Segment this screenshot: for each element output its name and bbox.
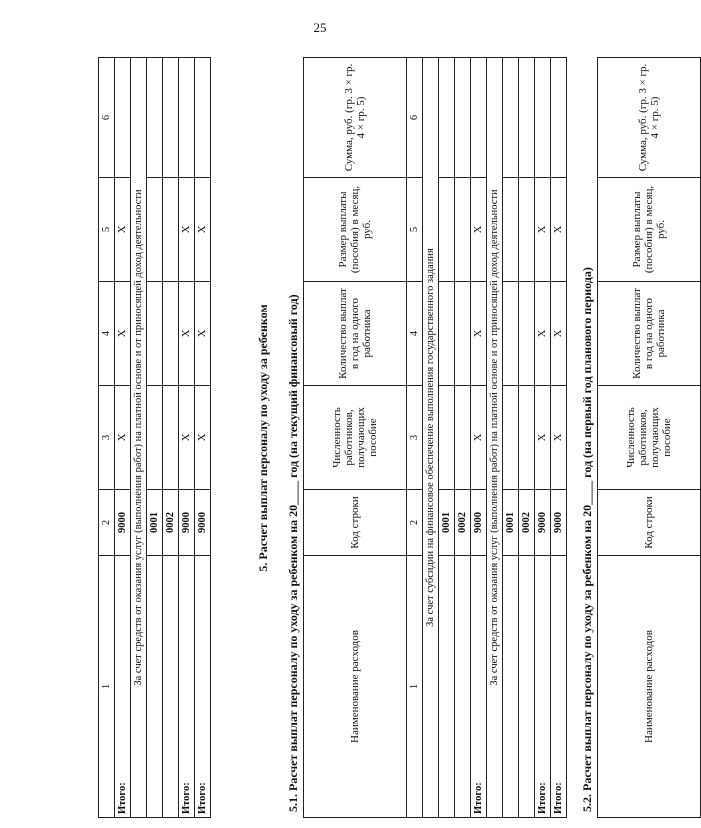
funding-source-label: За счет средств от оказания услуг (выполнения работ) на платной основе и от приносящей доход деятельности xyxy=(131,58,147,818)
header-name: Наименование расходов xyxy=(598,556,701,818)
col-number: 1 xyxy=(99,556,115,818)
size-cell: X xyxy=(551,178,567,282)
col-number: 4 xyxy=(407,282,423,386)
size-cell: X xyxy=(195,178,211,282)
expense-name-cell xyxy=(163,556,179,818)
code-cell: 0002 xyxy=(455,490,471,556)
workers-cell xyxy=(147,386,163,490)
sum-cell xyxy=(551,58,567,178)
workers-cell: X xyxy=(535,386,551,490)
expense-name-cell: Итого: xyxy=(551,556,567,818)
count-cell xyxy=(163,282,179,386)
code-cell: 0001 xyxy=(439,490,455,556)
size-cell xyxy=(163,178,179,282)
table-5-1 xyxy=(303,57,567,818)
sum-cell xyxy=(503,58,519,178)
section-5-2-title: 5.2. Расчет выплат персоналу по уходу за ребенком на 20____ год (на первый год планового периода) xyxy=(580,267,594,812)
page-number: 25 xyxy=(313,20,327,35)
expense-name-cell xyxy=(439,556,455,818)
workers-cell: X xyxy=(551,386,567,490)
sum-cell xyxy=(471,58,487,178)
expense-name-cell: Итого: xyxy=(471,556,487,818)
expense-name-cell xyxy=(455,556,471,818)
count-cell: X xyxy=(471,282,487,386)
table-row xyxy=(439,58,455,818)
total-row xyxy=(471,58,487,818)
header-code: Код строки xyxy=(598,490,701,556)
top-table-body xyxy=(115,58,211,818)
header-size: Размер выплаты (пособия) в месяц, руб. xyxy=(598,178,701,282)
expense-name-cell xyxy=(503,556,519,818)
header-size: Размер выплаты (пособия) в месяц, руб. xyxy=(304,178,407,282)
count-cell xyxy=(503,282,519,386)
workers-cell xyxy=(503,386,519,490)
total-row xyxy=(115,58,131,818)
funding-source-label: За счет средств от оказания услуг (выполнения работ) на платной основе и от приносящей доход деятельности xyxy=(487,58,503,818)
sum-cell xyxy=(535,58,551,178)
header-sum: Сумма, руб. (гр. 3 × гр. 4 × гр. 5) xyxy=(304,58,407,178)
count-cell xyxy=(455,282,471,386)
workers-cell: X xyxy=(115,386,131,490)
code-cell: 9000 xyxy=(195,490,211,556)
header-workers: Численность работников, получающих пособие xyxy=(304,386,407,490)
col-number: 1 xyxy=(407,556,423,818)
workers-cell: X xyxy=(179,386,195,490)
size-cell xyxy=(147,178,163,282)
code-cell: 0001 xyxy=(503,490,519,556)
col-number: 5 xyxy=(99,178,115,282)
rotated-content xyxy=(98,58,673,818)
code-cell: 0002 xyxy=(163,490,179,556)
expense-name-cell xyxy=(519,556,535,818)
code-cell: 9000 xyxy=(471,490,487,556)
header-row xyxy=(304,58,407,818)
count-cell: X xyxy=(195,282,211,386)
header-name: Наименование расходов xyxy=(304,556,407,818)
top-table xyxy=(98,57,211,818)
sum-cell xyxy=(195,58,211,178)
workers-cell xyxy=(163,386,179,490)
table-row xyxy=(147,58,163,818)
code-cell: 0002 xyxy=(519,490,535,556)
sum-cell xyxy=(163,58,179,178)
col-number: 3 xyxy=(407,386,423,490)
code-cell: 9000 xyxy=(179,490,195,556)
section-5-1-title: 5.1. Расчет выплат персоналу по уходу за ребенком на 20____ год (на текущий финансовый год) xyxy=(286,294,300,812)
sum-cell xyxy=(115,58,131,178)
col-number: 5 xyxy=(407,178,423,282)
sum-cell xyxy=(179,58,195,178)
col-number: 6 xyxy=(407,58,423,178)
column-numbers-row xyxy=(99,58,115,818)
code-cell: 9000 xyxy=(535,490,551,556)
code-cell: 9000 xyxy=(115,490,131,556)
workers-cell: X xyxy=(471,386,487,490)
col-number: 2 xyxy=(99,490,115,556)
total-row xyxy=(195,58,211,818)
funding-source-row xyxy=(423,58,439,818)
size-cell: X xyxy=(535,178,551,282)
code-cell: 9000 xyxy=(551,490,567,556)
size-cell: X xyxy=(471,178,487,282)
column-numbers-row xyxy=(407,58,423,818)
header-count: Количество выплат в год на одного работника xyxy=(598,282,701,386)
count-cell xyxy=(147,282,163,386)
total-row xyxy=(551,58,567,818)
total-row xyxy=(179,58,195,818)
table-5-1-body xyxy=(423,58,567,818)
table-row xyxy=(455,58,471,818)
total-row xyxy=(535,58,551,818)
header-row xyxy=(598,58,701,818)
expense-name-cell: Итого: xyxy=(179,556,195,818)
count-cell: X xyxy=(551,282,567,386)
count-cell: X xyxy=(535,282,551,386)
size-cell xyxy=(439,178,455,282)
header-code: Код строки xyxy=(304,490,407,556)
size-cell: X xyxy=(179,178,195,282)
header-count: Количество выплат в год на одного работника xyxy=(304,282,407,386)
code-cell: 0001 xyxy=(147,490,163,556)
count-cell xyxy=(439,282,455,386)
size-cell xyxy=(455,178,471,282)
count-cell xyxy=(519,282,535,386)
count-cell: X xyxy=(115,282,131,386)
size-cell xyxy=(503,178,519,282)
workers-cell xyxy=(519,386,535,490)
col-number: 6 xyxy=(99,58,115,178)
count-cell: X xyxy=(179,282,195,386)
table-row xyxy=(163,58,179,818)
section-5-title: 5. Расчет выплат персоналу по уходу за ребенком xyxy=(256,304,270,572)
table-row xyxy=(503,58,519,818)
funding-source-label: За счет субсидии на финансовое обеспечение выполнения государственного задания xyxy=(423,58,439,818)
workers-cell xyxy=(455,386,471,490)
header-workers: Численность работников, получающих пособие xyxy=(598,386,701,490)
workers-cell xyxy=(439,386,455,490)
funding-source-row xyxy=(131,58,147,818)
expense-name-cell: Итого: xyxy=(535,556,551,818)
workers-cell: X xyxy=(195,386,211,490)
expense-name-cell: Итого: xyxy=(195,556,211,818)
col-number: 3 xyxy=(99,386,115,490)
sum-cell xyxy=(519,58,535,178)
sum-cell xyxy=(147,58,163,178)
sum-cell xyxy=(439,58,455,178)
table-5-2 xyxy=(597,57,701,818)
funding-source-row xyxy=(487,58,503,818)
col-number: 4 xyxy=(99,282,115,386)
col-number: 2 xyxy=(407,490,423,556)
table-row xyxy=(519,58,535,818)
size-cell xyxy=(519,178,535,282)
expense-name-cell xyxy=(147,556,163,818)
sum-cell xyxy=(455,58,471,178)
size-cell: X xyxy=(115,178,131,282)
expense-name-cell: Итого: xyxy=(115,556,131,818)
header-sum: Сумма, руб. (гр. 3 × гр. 4 × гр. 5) xyxy=(598,58,701,178)
